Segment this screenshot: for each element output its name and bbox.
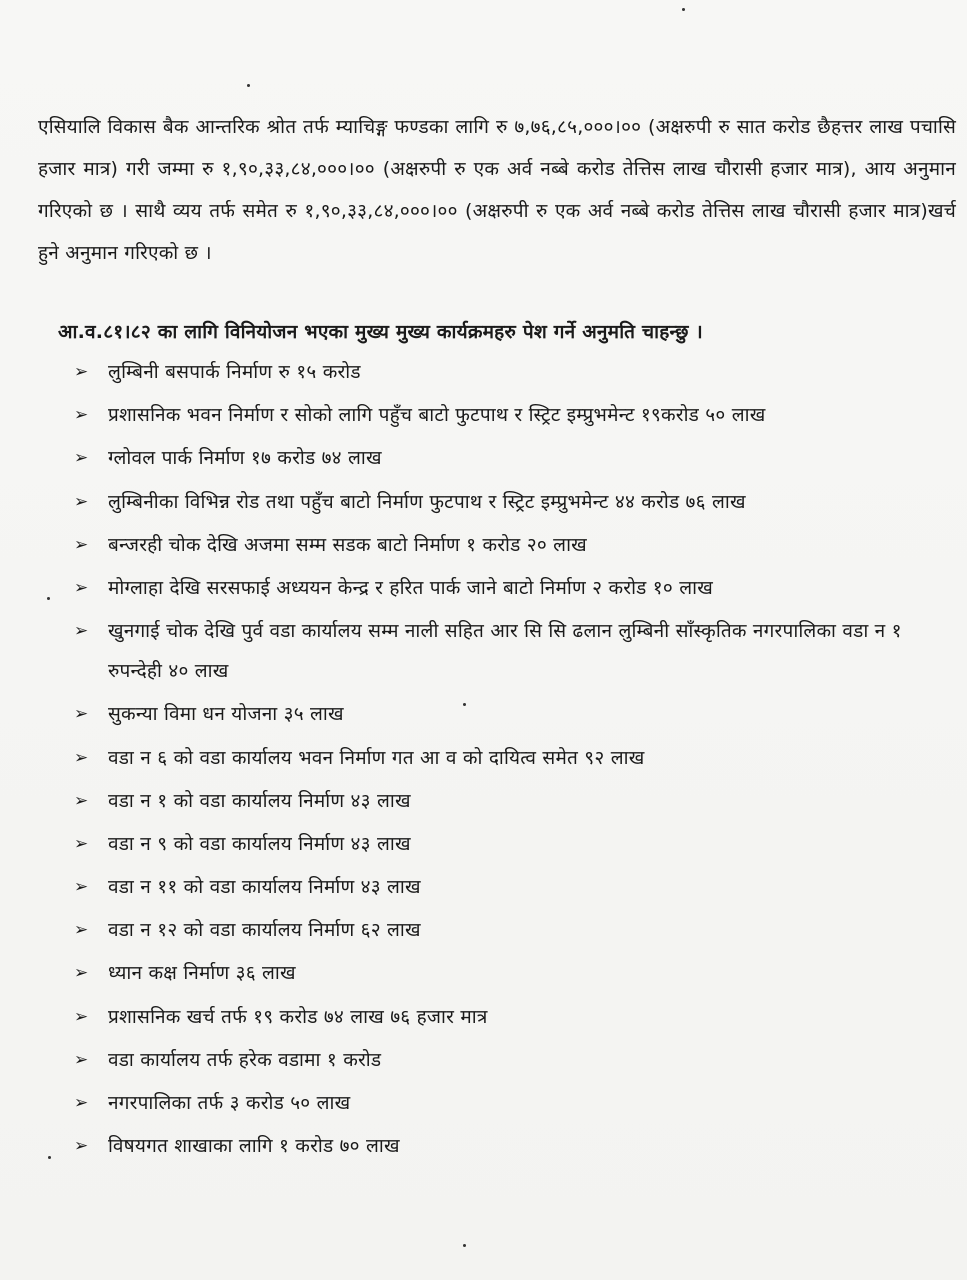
list-item (70, 781, 960, 821)
list-item (70, 482, 960, 522)
list-item-text: लुम्बिनी बसपार्क निर्माण रु १५ करोड (108, 361, 361, 383)
list-item-text: नगरपालिका तर्फ ३ करोड ५० लाख (108, 1092, 351, 1114)
list-item (70, 568, 960, 608)
list-item-text: ध्यान कक्ष निर्माण ३६ लाख (108, 962, 296, 985)
list-item-text: प्रशासनिक खर्च तर्फ १९ करोड ७४ लाख ७६ हजार मात्र (108, 1005, 488, 1028)
arrow-bullet-icon: ➢ (74, 577, 89, 598)
list-item (70, 997, 960, 1037)
list-item-text: वडा न ६ को वडा कार्यालय भवन निर्माण गत आ व को दायित्व समेत ९२ लाख (108, 746, 645, 769)
scan-speck (463, 1244, 466, 1247)
arrow-bullet-icon: ➢ (74, 704, 89, 725)
list-item (70, 1040, 960, 1080)
list-item (70, 352, 960, 392)
arrow-bullet-icon: ➢ (74, 621, 89, 642)
arrow-bullet-icon: ➢ (74, 790, 89, 811)
scan-speck (48, 1156, 51, 1159)
list-item-text: खुनगाई चोक देखि पुर्व वडा कार्यालय सम्म नाली सहित आर सि सि ढलान लुम्बिनी साँस्कृतिक नगरपालिका वडा न १ रुपन्देही ४० लाख (108, 620, 902, 683)
arrow-bullet-icon: ➢ (74, 448, 89, 469)
arrow-bullet-icon: ➢ (74, 534, 89, 555)
list-item-text: ग्लोवल पार्क निर्माण १७ करोड ७४ लाख (108, 447, 382, 470)
list-item-text: वडा न ९ को वडा कार्यालय निर्माण ४३ लाख (108, 832, 411, 855)
scan-speck (682, 8, 685, 11)
list-item (70, 910, 960, 950)
scan-speck (247, 84, 250, 87)
list-item (70, 1126, 960, 1166)
list-item (70, 694, 960, 734)
list-item-text: मोग्लाहा देखि सरसफाई अध्ययन केन्द्र र हरित पार्क जाने बाटो निर्माण २ करोड १० लाख (108, 576, 713, 599)
list-item-text: वडा न १ को वडा कार्यालय निर्माण ४३ लाख (108, 789, 411, 812)
arrow-bullet-icon: ➢ (74, 1006, 89, 1027)
list-item (70, 738, 960, 778)
list-item-text: लुम्बिनीका विभिन्न रोड तथा पहुँच बाटो निर्माण फुटपाथ र स्ट्रिट इम्प्रुभमेन्ट ४४ करोड ७६ लाख (108, 490, 746, 513)
list-item (70, 611, 960, 691)
list-item (70, 438, 960, 478)
scan-speck (47, 597, 50, 600)
intro-paragraph: एसियालि विकास बैक आन्तरिक श्रोत तर्फ म्याचिङ्ग फण्डका लागि रु ७,७६,८५,०००।०० (अक्षरुपी रु सात करोड छैहत्तर लाख पचासि हजार मात्र) गरी जम्मा रु १,९०,३३,८४,०००।०० (अक्षरुपी रु एक अर्व नब्बे करोड तेत्तिस लाख चौरासी हजार मात्र), आय अनुमान गरिएको छ । साथै व्यय तर्फ समेत रु १,९०,३३,८४,०००।०० (अक्षरुपी रु एक अर्व नब्बे करोड तेत्तिस लाख चौरासी हजार मात्र)खर्च हुने अनुमान गरिएको छ । (38, 116, 956, 264)
arrow-bullet-icon: ➢ (74, 405, 89, 426)
arrow-bullet-icon: ➢ (74, 1049, 89, 1070)
list-item (70, 867, 960, 907)
arrow-bullet-icon: ➢ (74, 362, 89, 382)
list-item (70, 953, 960, 993)
arrow-bullet-icon: ➢ (74, 747, 89, 768)
list-item-text: प्रशासनिक भवन निर्माण र सोको लागि पहुँच बाटो फुटपाथ र स्ट्रिट इम्प्रुभमेन्ट १९करोड ५० लाख (108, 404, 766, 427)
arrow-bullet-icon: ➢ (74, 920, 89, 941)
list-item-text: बन्जरही चोक देखि अजमा सम्म सडक बाटो निर्माण १ करोड २० लाख (108, 533, 587, 556)
list-item-text: सुकन्या विमा धन योजना ३५ लाख (108, 703, 344, 726)
list-item-text: विषयगत शाखाका लागि १ करोड ७० लाख (108, 1135, 400, 1158)
list-item (70, 824, 960, 864)
arrow-bullet-icon: ➢ (74, 833, 89, 854)
list-item (70, 525, 960, 565)
section-heading: आ.व.८१।८२ का लागि विनियोजन भएका मुख्य मुख्य कार्यक्रमहरु पेश गर्ने अनुमति चाहन्छु । (58, 321, 703, 343)
list-item-text: वडा न १२ को वडा कार्यालय निर्माण ६२ लाख (108, 919, 421, 942)
list-item (70, 395, 960, 435)
list-item (70, 1083, 960, 1123)
scan-speck (463, 703, 466, 706)
list-item-text: वडा न ११ को वडा कार्यालय निर्माण ४३ लाख (108, 876, 421, 899)
arrow-bullet-icon: ➢ (74, 963, 89, 984)
arrow-bullet-icon: ➢ (74, 1136, 89, 1157)
program-list (70, 352, 960, 1169)
list-item-text: वडा कार्यालय तर्फ हरेक वडामा १ करोड (108, 1048, 382, 1071)
arrow-bullet-icon: ➢ (74, 491, 89, 512)
arrow-bullet-icon: ➢ (74, 877, 89, 898)
arrow-bullet-icon: ➢ (74, 1093, 89, 1113)
